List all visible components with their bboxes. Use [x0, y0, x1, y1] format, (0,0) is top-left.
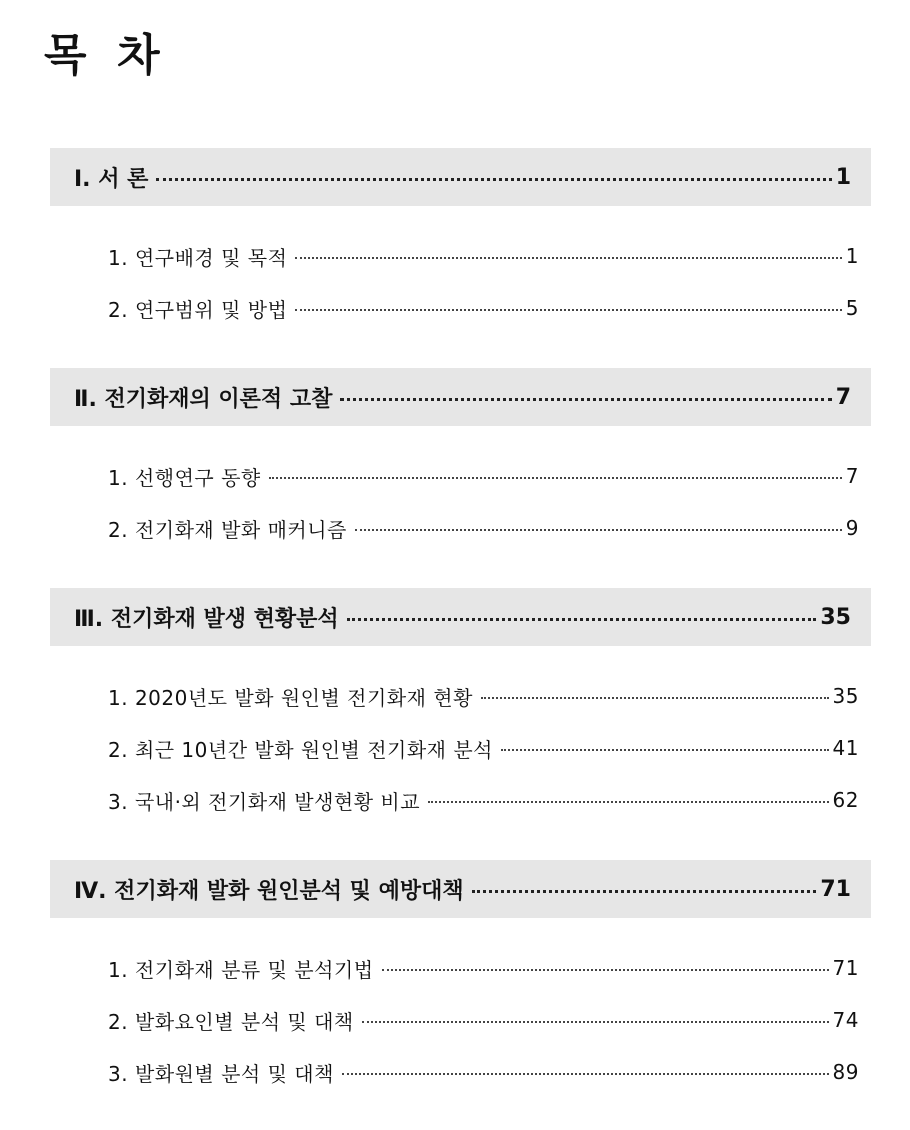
dot-leader — [481, 697, 829, 699]
dot-leader — [269, 477, 842, 479]
section-page-number: 71 — [832, 956, 859, 980]
chapter-page-number: 71 — [820, 876, 851, 902]
toc-section-row[interactable] — [108, 450, 859, 502]
section-title: 1. 전기화재 분류 및 분석기법 — [108, 957, 374, 982]
section-page-number: 35 — [832, 684, 859, 708]
section-page-number: 9 — [845, 516, 859, 540]
section-page-number: 5 — [845, 296, 859, 320]
dot-leader — [382, 969, 829, 971]
page-title: 목 차 — [44, 30, 160, 81]
dot-leader — [355, 529, 842, 531]
chapter-title: Ⅰ. 서 론 — [74, 166, 149, 192]
dot-leader — [156, 178, 831, 181]
dot-leader — [295, 257, 841, 259]
toc-section-row[interactable] — [108, 994, 859, 1046]
section-page-number: 41 — [832, 736, 859, 760]
toc-section-row[interactable] — [108, 1046, 859, 1098]
dot-leader — [342, 1073, 829, 1075]
section-title: 3. 국내·외 전기화재 발생현황 비교 — [108, 789, 421, 814]
dot-leader — [295, 309, 841, 311]
chapter-heading-row[interactable] — [50, 860, 871, 918]
section-title: 3. 발화원별 분석 및 대책 — [108, 1061, 334, 1086]
toc-chapter — [50, 860, 871, 1098]
toc-chapter — [50, 588, 871, 826]
toc-section-row[interactable] — [108, 774, 859, 826]
chapter-heading-row[interactable] — [50, 368, 871, 426]
section-title: 1. 2020년도 발화 원인별 전기화재 현황 — [108, 685, 473, 710]
section-title: 2. 전기화재 발화 매커니즘 — [108, 517, 347, 542]
chapter-title: Ⅳ. 전기화재 발화 원인분석 및 예방대책 — [74, 878, 464, 904]
dot-leader — [428, 801, 829, 803]
dot-leader — [362, 1021, 829, 1023]
table-of-contents — [50, 148, 871, 1098]
toc-section-row[interactable] — [108, 282, 859, 334]
chapter-title: Ⅱ. 전기화재의 이론적 고찰 — [74, 386, 333, 412]
chapter-heading-row[interactable] — [50, 148, 871, 206]
section-title: 2. 발화요인별 분석 및 대책 — [108, 1009, 354, 1034]
toc-section-row[interactable] — [108, 502, 859, 554]
dot-leader — [472, 890, 817, 893]
chapter-heading-row[interactable] — [50, 588, 871, 646]
chapter-page-number: 7 — [835, 384, 851, 410]
toc-chapter — [50, 148, 871, 334]
section-title: 2. 연구범위 및 방법 — [108, 297, 288, 322]
toc-chapter — [50, 368, 871, 554]
dot-leader — [340, 398, 831, 401]
section-page-number: 62 — [832, 788, 859, 812]
section-title: 1. 선행연구 동향 — [108, 465, 261, 490]
section-page-number: 74 — [832, 1008, 859, 1032]
chapter-page-number: 1 — [835, 164, 851, 190]
section-title: 2. 최근 10년간 발화 원인별 전기화재 분석 — [108, 737, 493, 762]
toc-section-row[interactable] — [108, 722, 859, 774]
chapter-title: Ⅲ. 전기화재 발생 현황분석 — [74, 606, 339, 632]
section-page-number: 1 — [845, 244, 859, 268]
section-title: 1. 연구배경 및 목적 — [108, 245, 288, 270]
dot-leader — [347, 618, 817, 621]
chapter-page-number: 35 — [820, 604, 851, 630]
toc-section-row[interactable] — [108, 230, 859, 282]
section-page-number: 89 — [832, 1060, 859, 1084]
toc-section-row[interactable] — [108, 670, 859, 722]
toc-section-row[interactable] — [108, 942, 859, 994]
dot-leader — [501, 749, 829, 751]
section-page-number: 7 — [845, 464, 859, 488]
